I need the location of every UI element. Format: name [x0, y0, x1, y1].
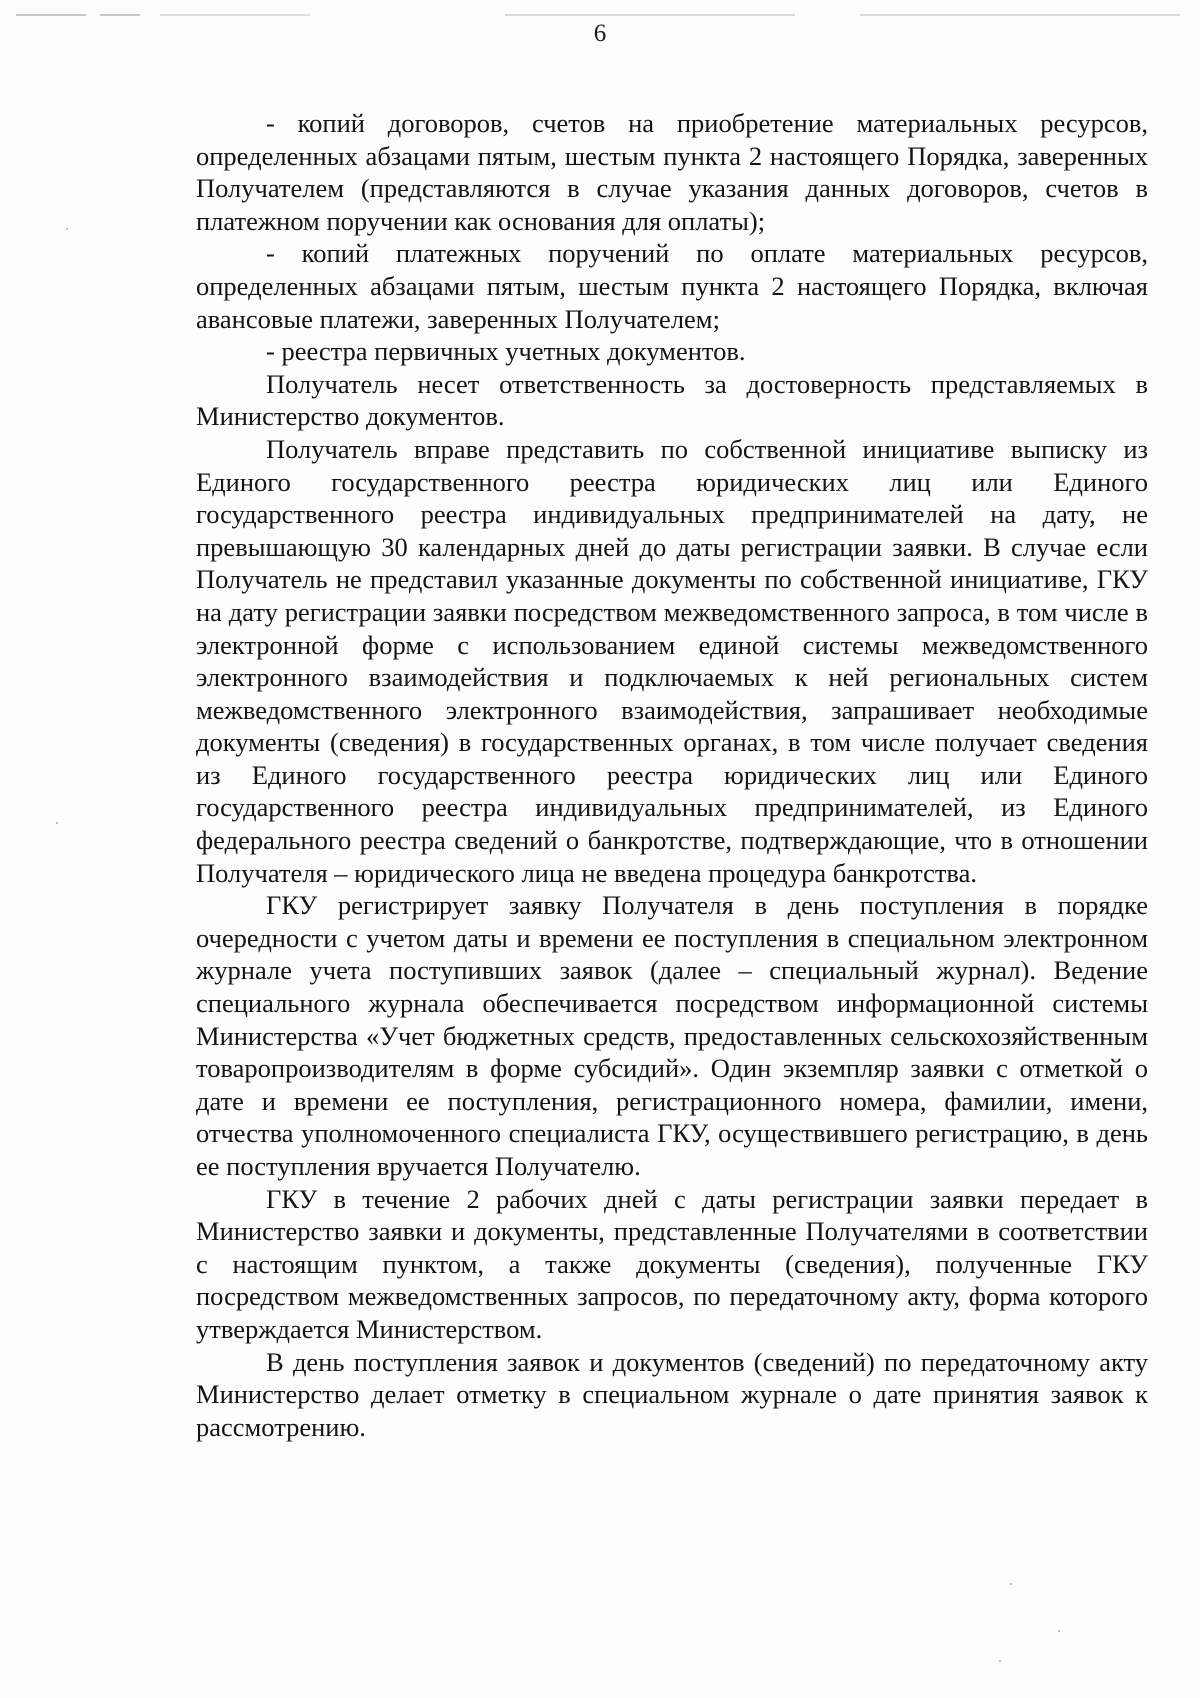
- scan-artifact: [16, 14, 86, 16]
- paragraph: - копий договоров, счетов на приобретение материальных ресурсов, определенных абзацами пятым, шестым пункта 2 настоящего Порядка, заверенных Получателем (представляются в случае указания данных договоров, счетов в платежном поручении как основания для оплаты);: [196, 108, 1148, 236]
- paragraph: ГКУ в течение 2 рабочих дней с даты регистрации заявки передает в Министерство заявки и документы, представленные Получателями в соответствии с настоящим пунктом, а также документы (сведения), полученные ГКУ посредством межведомственных запросов, по передаточному акту, форма которого утверждается Министерством.: [196, 1183, 1148, 1344]
- scan-artifact: [160, 14, 310, 16]
- scan-speck: [1010, 1583, 1012, 1585]
- paragraph: Получатель несет ответственность за достоверность представляемых в Министерство документов.: [196, 368, 1148, 432]
- paragraph: - реестра первичных учетных документов.: [266, 336, 746, 367]
- document-body: [196, 107, 1148, 1443]
- page-number: 6: [593, 20, 607, 47]
- scan-speck: [56, 822, 58, 824]
- paragraph: - копий платежных поручений по оплате материальных ресурсов, определенных абзацами пятым, шестым пункта 2 настоящего Порядка, включая авансовые платежи, заверенных Получателем;: [196, 238, 1148, 334]
- paragraph: ГКУ регистрирует заявку Получателя в день поступления в порядке очередности с учетом даты и времени ее поступления в специальном электронном журнале учета поступивших заявок (далее – специальный журнал). Ведение специального журнала обеспечивается посредством информационной системы Министерства «Учет бюджетных средств, предоставленных сельскохозяйственным товаропроизводителям в форме субсидий». Один экземпляр заявки с отметкой о дате и времени ее поступления, регистрационного номера, фамилии, имени, отчества уполномоченного специалиста ГКУ, осуществившего регистрацию, в день ее поступления вручается Получателю.: [196, 890, 1148, 1181]
- scan-artifact: [100, 14, 140, 16]
- scan-artifact: [860, 14, 1180, 16]
- paragraph: Получатель вправе представить по собственной инициативе выписку из Единого государственного реестра юридических лиц или Единого государственного реестра индивидуальных предпринимателей на дату, не превышающую 30 календарных дней до даты регистрации заявки. В случае если Получатель не представил указанные документы по собственной инициативе, ГКУ на дату регистрации заявки посредством межведомственного запроса, в том числе в электронной форме с использованием единой системы межведомственного электронного взаимодействия и подключаемых к ней региональных систем межведомственного электронного взаимодействия, запрашивает необходимые документы (сведения) в государственных органах, в том числе получает сведения из Единого государственного реестра юридических лиц или Единого государственного реестра индивидуальных предпринимателей, из Единого федерального реестра сведений о банкротстве, подтверждающие, что в отношении Получателя – юридического лица не введена процедура банкротства.: [196, 433, 1148, 888]
- scan-speck: [66, 228, 68, 230]
- paragraph: В день поступления заявок и документов (сведений) по передаточному акту Министерство делает отметку в специальном журнале о дате принятия заявок к рассмотрению.: [196, 1346, 1148, 1442]
- scan-artifact: [505, 14, 795, 16]
- scan-speck: [999, 1660, 1001, 1662]
- scan-speck: [1058, 1630, 1060, 1632]
